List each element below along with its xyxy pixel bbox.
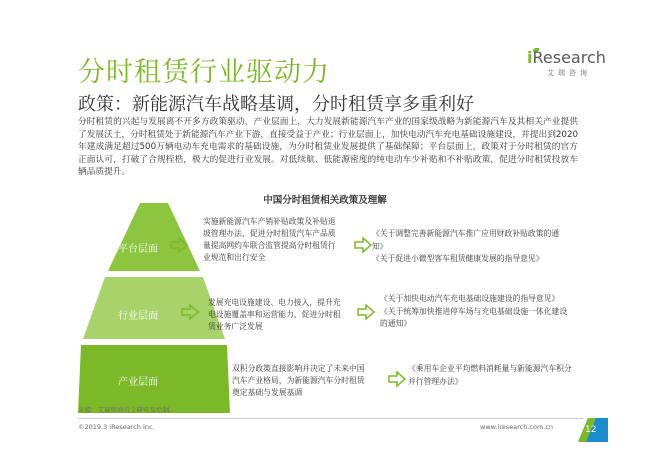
tier-label-sector: 产业层面 — [118, 377, 158, 388]
page-title: 分时租赁行业驱动力 — [78, 57, 330, 88]
tier-desc-platform: 实施新能源汽车产销补贴政策及补贴退坡管理办法，促进分时租赁汽车产品质量提高网约车联合监管提高分时租赁行业规范和出行安全 — [203, 217, 336, 262]
footer-divider — [78, 418, 583, 419]
policy-item: 《乘用车企业平均燃料消耗量与新能源汽车积分并行管理办法》 — [408, 364, 572, 386]
iresearch-logo — [527, 48, 617, 84]
policy-item: 《关于加快电动汽车充电基础设施建设的指导意见》 — [380, 294, 560, 303]
chart-title: 中国分时租赁相关政策及理解 — [263, 195, 387, 206]
policies-industry — [380, 293, 570, 331]
arrow-right-icon — [181, 303, 199, 321]
logo-research: Research — [532, 48, 606, 67]
website-url: www.iresearch.com.cn — [480, 423, 554, 431]
policy-item: 《关于统筹加快推进停车场与充电基础设施一体化建设的通知》 — [380, 306, 568, 328]
copyright: ©2019.3 iResearch Inc. — [78, 423, 155, 431]
tier-label-industry: 行业层面 — [118, 311, 158, 322]
arrow-right-icon — [170, 236, 188, 254]
tier-label-platform: 平台层面 — [118, 244, 158, 255]
logo-wordmark — [527, 48, 606, 67]
arrow-right-icon — [354, 236, 372, 254]
policies-sector — [408, 363, 578, 388]
logo-i: i — [527, 48, 533, 67]
logo-chinese: 艾瑞咨询 — [547, 69, 591, 77]
policies-platform — [372, 228, 567, 266]
arrow-right-icon — [388, 370, 406, 388]
arrow-right-icon — [357, 303, 375, 321]
tier-desc-sector: 双积分政策直接影响并决定了未来中国汽车产业格局，为新能源汽车分时租赁奠定基础与发展基调 — [232, 364, 365, 397]
policy-item: 《关于调整完善新能源汽车推广应用财政补贴政策的通知》 — [372, 229, 560, 251]
page-number: 12 — [585, 425, 597, 435]
intro-paragraph: 分时租赁的兴起与发展离不开多方政策驱动，产业层面上，大力发展新能源汽车产业的国家级战略为新能源汽车及其相关产业提供了发展沃土，分时租赁处于新能源汽车产业下游，直接受益于产业；行业层面上，加快电动汽车充电基础设施建设，并提出到2020年建成满足超过500万辆电动车充电需求的基础设施，为分时租赁业发展提供了基础保障；平台层面上，政策对于分时租赁的官方正面认可，打破了合规桎梏，极大的促进行业发展。对低续航、低能源密度的纯电动车少补贴和不补贴政策，促进分时租赁投放车辆品质提升。 — [78, 117, 578, 178]
tier-desc-industry: 发展充电设施建设、电力接入，提升充电设施覆盖率和运营能力，促进分时租赁业务广泛发展 — [208, 298, 341, 331]
source-note: 来源：艾瑞咨询自主研究及绘制。 — [78, 406, 176, 414]
policy-item: 《关于促进小微型客车租赁健康发展的指导意见》 — [372, 254, 544, 263]
arrow-right-icon — [200, 370, 218, 388]
page-subtitle: 政策：新能源汽车战略基调，分时租赁享多重利好 — [78, 94, 474, 115]
